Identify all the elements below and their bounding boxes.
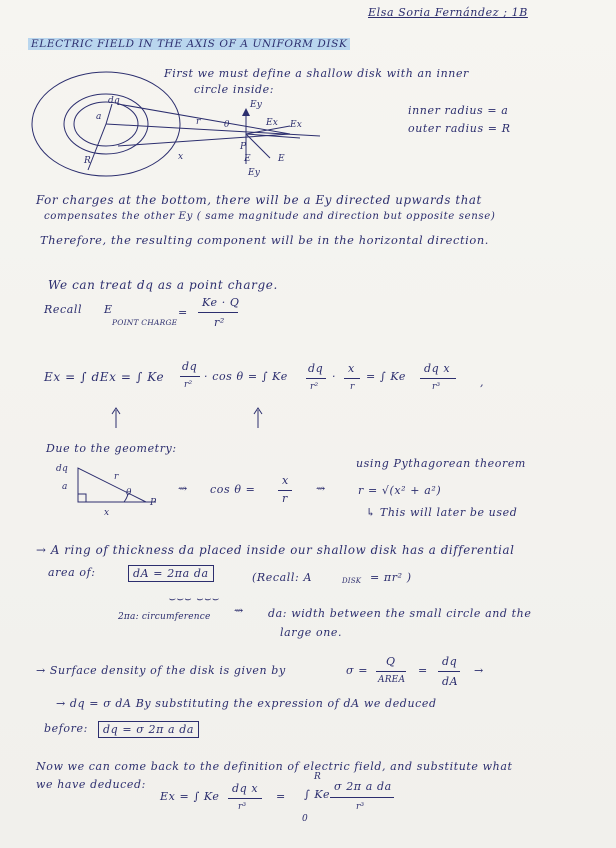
final-f1-num: dq x (232, 782, 259, 795)
label-r: r (196, 117, 201, 127)
ex-f3-den: r (350, 382, 355, 392)
author-signature: Elsa Soria Fernández ; 1B (368, 6, 528, 19)
sigma-num: Q (386, 655, 396, 668)
sigma-bar-2 (438, 671, 460, 672)
label-ey-up: Ey (250, 100, 263, 110)
dq-boxed-result: dq = σ 2π a da (98, 721, 199, 738)
charges-line-3: Therefore, the resulting component will be in the horizontal direction. (40, 233, 489, 247)
recall-subscript: POINT CHARGE (112, 318, 178, 327)
recall-E: E (104, 303, 113, 316)
dq-substitution-line: → dq = σ dA By substituting the expression of dA we deduced (56, 697, 437, 710)
cos-den: r (282, 492, 288, 505)
tri-x: x (104, 508, 110, 518)
ring-area-formula: dA = 2πa da (128, 565, 214, 582)
recall-denominator: r² (214, 316, 225, 329)
conclusion-line-1: Now we can come back to the definition of electric field, and substitute what (36, 760, 513, 773)
conclusion-line-2: we have deduced: (36, 778, 146, 791)
sigma-den-2: dA (442, 675, 459, 688)
final-ex-lhs: Ex = ∫ Ke (160, 790, 220, 803)
final-f2-den: r³ (356, 802, 365, 812)
final-f2-bar (330, 797, 394, 798)
label-x: x (178, 152, 184, 162)
label-a: a (96, 112, 102, 122)
tri-theta: θ (126, 488, 132, 498)
sigma-eq-2: = (418, 664, 428, 677)
final-f1-bar (228, 798, 262, 799)
sigma-den: AREA (378, 675, 406, 685)
charges-line-1: For charges at the bottom, there will be a Ey directed upwards that (36, 193, 482, 207)
tri-P: P (150, 498, 157, 508)
ex-f1-den: r² (184, 380, 193, 390)
before-label: before: (44, 722, 88, 735)
sigma-eq: σ = (346, 664, 369, 677)
recall-equals: = (178, 306, 188, 319)
ex-f1-num: dq (182, 360, 198, 373)
ex-part-3: = ∫ Ke (366, 370, 406, 383)
cos-num: x (282, 474, 289, 487)
ex-part-2: · (332, 370, 337, 383)
geometry-label: Due to the geometry: (46, 442, 177, 455)
final-int-bottom: 0 (302, 814, 308, 824)
inner-radius-note: inner radius = a (408, 104, 509, 117)
ex-f2-den: r² (310, 382, 319, 392)
label-P: P (240, 142, 247, 152)
label-E-2: E (244, 154, 251, 164)
sigma-num-2: dq (442, 655, 458, 668)
recall-numerator: Ke · Q (202, 296, 240, 309)
later-used-note: ↳ This will later be used (366, 506, 518, 519)
page-title: ELECTRIC FIELD IN THE AXIS OF A UNIFORM DISK (28, 38, 350, 50)
cos-bar (278, 490, 292, 491)
squiggle-arrow-3: ⇝ (234, 604, 244, 617)
ex-f4-num: dq x (424, 362, 451, 375)
r-equation: r = √(x² + a²) (358, 484, 442, 497)
label-ex: Ex (266, 118, 279, 128)
tri-r: r (114, 472, 119, 482)
tri-dq: dq (56, 464, 68, 474)
ring-recall-text: (Recall: A (252, 571, 312, 584)
final-f1-den: r³ (238, 802, 247, 812)
point-charge-note: We can treat dq as a point charge. (48, 278, 278, 292)
ex-f4-den: r³ (432, 382, 441, 392)
ex-integral-lhs: Ex = ∫ dEx = ∫ Ke (44, 370, 165, 384)
outer-radius-note: outer radius = R (408, 122, 511, 135)
ex-comma: , (480, 376, 485, 389)
final-f2-num: σ 2π a da (334, 780, 392, 793)
label-ey-down: Ey (248, 168, 261, 178)
label-R: R (84, 156, 91, 166)
sigma-bar (376, 671, 406, 672)
final-equals: = (276, 790, 286, 803)
surface-density-line: → Surface density of the disk is given by (36, 664, 286, 677)
circumference-note: 2πa: circumference (118, 612, 211, 622)
ring-underline-marks: ⌣⌣⌣ ⌣⌣⌣ (168, 592, 220, 605)
ex-f2-num: dq (308, 362, 324, 375)
label-E: E (278, 154, 285, 164)
ring-recall-end: = πr² ) (370, 571, 412, 584)
width-note: da: width between the small circle and the (268, 607, 532, 620)
ring-area-label: area of: (48, 566, 96, 579)
sigma-arrow: → (474, 664, 484, 677)
final-ke: ∫ Ke (304, 788, 331, 801)
intro-line-2: circle inside: (194, 83, 275, 96)
label-ex-2: Ex (290, 120, 303, 130)
width-note-2: large one. (280, 626, 343, 639)
final-int-top: R (314, 772, 321, 782)
intro-line-1: First we must define a shallow disk with an inner (164, 67, 469, 80)
squiggle-arrow-2: ⇝ (316, 482, 326, 495)
ring-recall-subscript: DISK (342, 577, 362, 585)
charges-line-2: compensates the other Ey ( same magnitude and direction but opposite sense) (44, 211, 496, 222)
label-dq: dq (108, 96, 120, 106)
ring-line-1: → A ring of thickness da placed inside our shallow disk has a differential (36, 543, 515, 557)
label-theta: θ (224, 120, 230, 130)
cos-equation: cos θ = (210, 483, 256, 496)
ex-f3-num: x (348, 362, 355, 375)
pythagoras-note: using Pythagorean theorem (356, 457, 526, 470)
tri-a: a (62, 482, 68, 492)
squiggle-arrow-1: ⇝ (178, 482, 188, 495)
recall-label: Recall (44, 303, 83, 316)
ex-part-1: · cos θ = ∫ Ke (204, 370, 288, 383)
